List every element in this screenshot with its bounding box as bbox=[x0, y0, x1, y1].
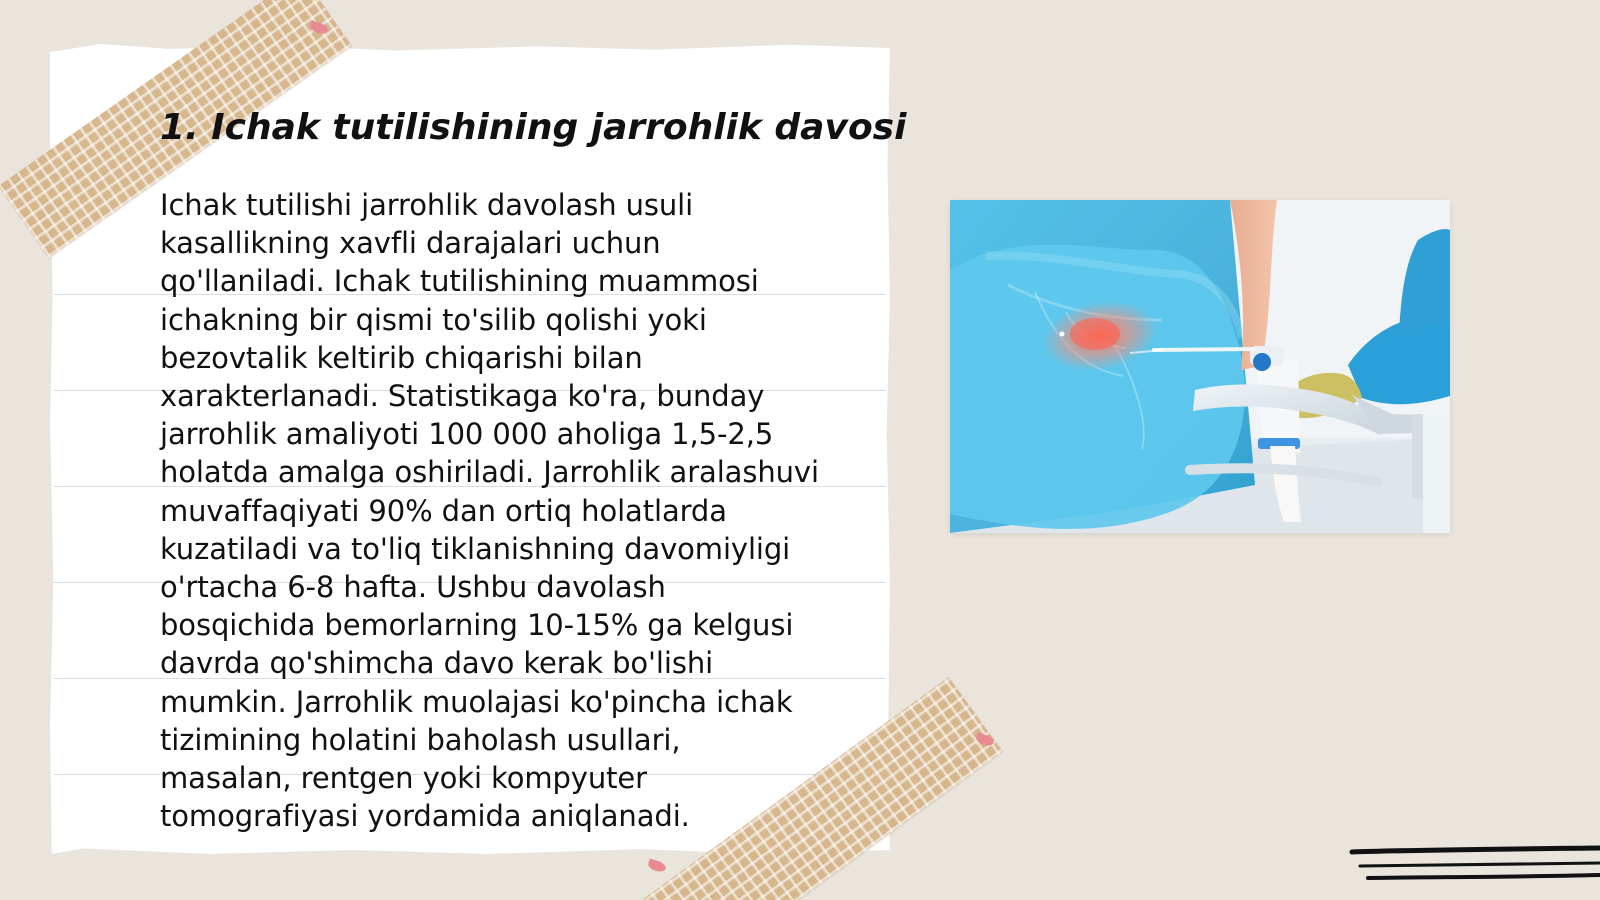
slide-body-text: Ichak tutilishi jarrohlik davolash usuli kasallikning xavfli darajalari uchun qo'llaniladi. Ichak tutilishining muammosi ichakning bir qismi to'silib qolishi yoki bezovtalik keltirib chiqarishi bilan xarakterlanadi. Statistikaga ko'ra, bunday jarrohlik amaliyoti 100 000 aholiga 1,5-2,5 holatda amalga oshiriladi. Jarrohlik aralashuvi muvaffaqiyati 90% dan ortiq holatlarda kuzatiladi va to'liq tiklanishning davomiyligi o'rtacha 6-8 hafta. Ushbu davolash bosqichida bemorlarning 10-15% ga kelgusi davrda qo'shimcha davo kerak bo'lishi mumkin. Jarrohlik muolajasi ko'pincha ichak tizimining holatini baholash usullari, masalan, rentgen yoki kompyuter tomografiyasi yordamida aniqlanadi. bbox=[160, 188, 819, 834]
tape-pin-icon bbox=[647, 858, 667, 873]
medical-procedure-image bbox=[950, 200, 1450, 533]
medical-procedure-illustration bbox=[950, 200, 1450, 533]
decorative-lines-icon bbox=[1340, 840, 1600, 900]
decorative-line-cluster bbox=[1340, 840, 1600, 900]
slide-title: 1. Ichak tutilishining jarrohlik davosi bbox=[160, 107, 907, 148]
